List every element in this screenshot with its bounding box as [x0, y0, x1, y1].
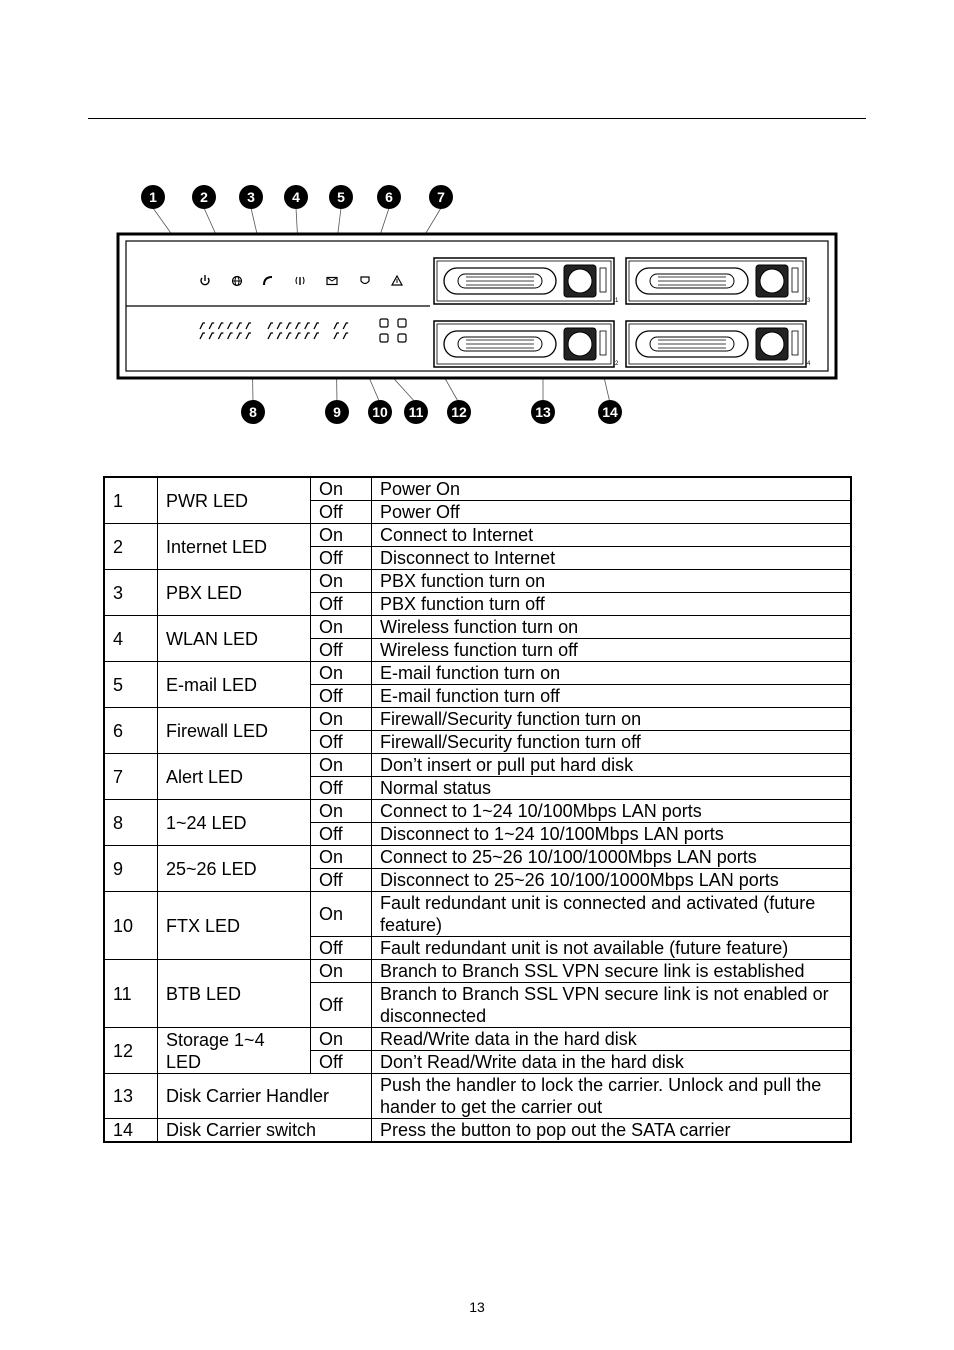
- cell-desc: Disconnect to 25~26 10/100/1000Mbps LAN ports: [372, 869, 852, 892]
- table-row: [104, 708, 851, 731]
- svg-text:10: 10: [372, 404, 388, 420]
- cell-name: Internet LED: [158, 524, 311, 570]
- cell-state: Off: [311, 1051, 372, 1074]
- cell-desc: PBX function turn on: [372, 570, 852, 593]
- disk-carrier[interactable]: [434, 321, 619, 367]
- page-number: 13: [469, 1299, 485, 1315]
- cell-name: 25~26 LED: [158, 846, 311, 892]
- cell-desc: Press the button to pop out the SATA carrier: [372, 1119, 852, 1143]
- svg-text:2: 2: [200, 189, 208, 205]
- callout-marker: [377, 185, 401, 209]
- cell-num: 2: [104, 524, 158, 570]
- callout-marker: [239, 185, 263, 209]
- cell-state: On: [311, 754, 372, 777]
- cell-desc: Read/Write data in the hard disk: [372, 1028, 852, 1051]
- svg-text:4: 4: [292, 189, 300, 205]
- callout-marker: [598, 400, 622, 424]
- cell-name: E-mail LED: [158, 662, 311, 708]
- cell-name: FTX LED: [158, 892, 311, 960]
- callout-marker: [404, 400, 428, 424]
- cell-num: 5: [104, 662, 158, 708]
- cell-num: 13: [104, 1074, 158, 1119]
- cell-state: Off: [311, 937, 372, 960]
- cell-state: On: [311, 662, 372, 685]
- svg-text:11: 11: [408, 404, 424, 420]
- bay-number: 1: [615, 298, 619, 304]
- cell-num: 7: [104, 754, 158, 800]
- cell-state: On: [311, 524, 372, 547]
- table-row: [104, 1074, 851, 1119]
- cell-desc: Wireless function turn on: [372, 616, 852, 639]
- cell-name: PWR LED: [158, 477, 311, 524]
- cell-state: Off: [311, 547, 372, 570]
- cell-name: 1~24 LED: [158, 800, 311, 846]
- cell-state: On: [311, 477, 372, 501]
- cell-state: On: [311, 1028, 372, 1051]
- cell-name: WLAN LED: [158, 616, 311, 662]
- cell-num: 3: [104, 570, 158, 616]
- table-row: [104, 1028, 851, 1051]
- cell-name: Storage 1~4 LED: [158, 1028, 311, 1074]
- cell-num: 6: [104, 708, 158, 754]
- callout-marker: [325, 400, 349, 424]
- header-rule: [88, 118, 866, 119]
- led-function-table: [103, 476, 852, 1143]
- cell-num: 4: [104, 616, 158, 662]
- cell-state: Off: [311, 777, 372, 800]
- svg-text:12: 12: [451, 404, 467, 420]
- cell-desc: Wireless function turn off: [372, 639, 852, 662]
- svg-text:1: 1: [149, 189, 157, 205]
- svg-text:14: 14: [602, 404, 618, 420]
- callout-marker: [429, 185, 453, 209]
- cell-state: On: [311, 892, 372, 937]
- cell-desc: Firewall/Security function turn on: [372, 708, 852, 731]
- cell-desc: Firewall/Security function turn off: [372, 731, 852, 754]
- table-row: [104, 570, 851, 593]
- svg-text:9: 9: [333, 404, 341, 420]
- cell-desc: Fault redundant unit is not available (future feature): [372, 937, 852, 960]
- svg-text:7: 7: [437, 189, 445, 205]
- callout-marker: [192, 185, 216, 209]
- cell-state: On: [311, 616, 372, 639]
- table-row: [104, 892, 851, 937]
- table-row: [104, 616, 851, 639]
- disk-carrier[interactable]: [626, 258, 811, 304]
- disk-carrier[interactable]: [626, 321, 811, 367]
- cell-desc: E-mail function turn off: [372, 685, 852, 708]
- cell-name: Firewall LED: [158, 708, 311, 754]
- callout-marker: [368, 400, 392, 424]
- table-row: [104, 846, 851, 869]
- cell-num: 14: [104, 1119, 158, 1143]
- cell-state: On: [311, 846, 372, 869]
- cell-num: 8: [104, 800, 158, 846]
- table-row: [104, 477, 851, 501]
- svg-text:6: 6: [385, 189, 393, 205]
- cell-desc: Connect to Internet: [372, 524, 852, 547]
- cell-state: Off: [311, 593, 372, 616]
- cell-state: On: [311, 800, 372, 823]
- cell-state: On: [311, 708, 372, 731]
- callout-marker: [141, 185, 165, 209]
- cell-state: Off: [311, 823, 372, 846]
- callout-marker: [329, 185, 353, 209]
- cell-desc: Branch to Branch SSL VPN secure link is not enabled or disconnected: [372, 983, 852, 1028]
- callout-marker: [241, 400, 265, 424]
- cell-state: Off: [311, 869, 372, 892]
- cell-num: 10: [104, 892, 158, 960]
- callout-marker: [531, 400, 555, 424]
- cell-state: Off: [311, 983, 372, 1028]
- cell-state: Off: [311, 501, 372, 524]
- cell-desc: Don’t insert or pull put hard disk: [372, 754, 852, 777]
- table-row: [104, 1119, 851, 1143]
- table-row: [104, 524, 851, 547]
- cell-num: 12: [104, 1028, 158, 1074]
- bay-number: 3: [807, 298, 811, 304]
- cell-desc: Power On: [372, 477, 852, 501]
- cell-state: On: [311, 570, 372, 593]
- cell-state: Off: [311, 731, 372, 754]
- table-row: [104, 754, 851, 777]
- cell-name: Alert LED: [158, 754, 311, 800]
- cell-state: On: [311, 960, 372, 983]
- cell-state: Off: [311, 639, 372, 662]
- cell-name: PBX LED: [158, 570, 311, 616]
- table-row: [104, 960, 851, 983]
- cell-num: 11: [104, 960, 158, 1028]
- cell-desc: Connect to 25~26 10/100/1000Mbps LAN ports: [372, 846, 852, 869]
- svg-text:13: 13: [535, 404, 551, 420]
- cell-desc: Power Off: [372, 501, 852, 524]
- bay-number: 2: [615, 361, 619, 367]
- cell-desc: E-mail function turn on: [372, 662, 852, 685]
- callout-marker: [284, 185, 308, 209]
- callout-marker: [447, 400, 471, 424]
- svg-text:5: 5: [337, 189, 345, 205]
- table-row: [104, 800, 851, 823]
- table-row: [104, 662, 851, 685]
- cell-state: Off: [311, 685, 372, 708]
- cell-desc: Don’t Read/Write data in the hard disk: [372, 1051, 852, 1074]
- cell-desc: Fault redundant unit is connected and activated (future feature): [372, 892, 852, 937]
- cell-desc: Normal status: [372, 777, 852, 800]
- disk-carrier[interactable]: [434, 258, 619, 304]
- bay-number: 4: [807, 361, 811, 367]
- cell-name: BTB LED: [158, 960, 311, 1028]
- cell-desc: Push the handler to lock the carrier. Unlock and pull the hander to get the carrier out: [372, 1074, 852, 1119]
- cell-desc: Branch to Branch SSL VPN secure link is established: [372, 960, 852, 983]
- cell-name: Disk Carrier switch: [158, 1119, 372, 1143]
- cell-desc: PBX function turn off: [372, 593, 852, 616]
- cell-desc: Disconnect to 1~24 10/100Mbps LAN ports: [372, 823, 852, 846]
- cell-desc: Disconnect to Internet: [372, 547, 852, 570]
- svg-text:3: 3: [247, 189, 255, 205]
- cell-desc: Connect to 1~24 10/100Mbps LAN ports: [372, 800, 852, 823]
- cell-num: 1: [104, 477, 158, 524]
- svg-text:8: 8: [249, 404, 257, 420]
- cell-name: Disk Carrier Handler: [158, 1074, 372, 1119]
- front-panel-figure: [112, 178, 842, 438]
- cell-num: 9: [104, 846, 158, 892]
